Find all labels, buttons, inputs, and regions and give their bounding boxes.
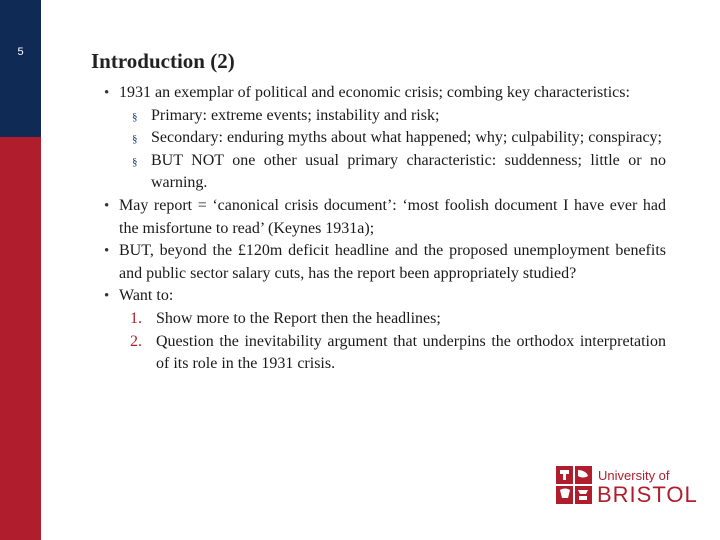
bullet-marker: • [104,85,110,101]
bullet-text: Want to: [119,287,174,305]
bullet-text: BUT, beyond the £120m deficit headline and the proposed unemployment benefits and public sector salary cuts, has the report been appropriately studied? [119,242,666,282]
numbered-item [100,331,666,376]
number-marker: 2. [130,332,142,350]
sidebar-navy-block [0,0,41,137]
sub-bullet-item [100,127,666,150]
bullet-marker: • [104,197,110,214]
sub-bullet-text: BUT NOT one other usual primary characteristic: suddenness; little or no warning. [151,151,666,192]
crest-icon [556,466,592,504]
bullet-text: 1931 an exemplar of political and economic crisis; combing key characteristics: [119,84,630,101]
numbered-item [100,308,666,331]
sub-bullet-text: Secondary: enduring myths about what happened; why; culpability; conspiracy; [151,129,662,147]
section-marker: § [132,110,138,123]
bullet-item [100,240,666,285]
sub-bullet-item [100,150,666,195]
slide-body [100,82,666,376]
bullet-item [100,82,666,105]
sub-bullet-item [100,105,666,128]
logo-text-bristol: BRISTOL [597,482,698,507]
bullet-marker: • [104,288,110,305]
bullet-text: May report = ‘canonical crisis document’: ‘most foolish document I have ever had the misfortune to read’ (Keynes 1931a); [119,196,666,237]
number-marker: 1. [130,309,142,327]
left-sidebar-bar [0,0,41,540]
slide-number: 5 [17,46,24,58]
numbered-text: Question the inevitability argument that underpins the orthodox interpretation of its role in the 1931 crisis. [156,332,666,373]
university-of-bristol-logo [556,466,698,507]
section-marker: § [132,133,138,146]
numbered-text: Show more to the Report then the headlines; [156,309,441,327]
logo-text-university: University of [598,468,670,483]
sub-bullet-text: Primary: extreme events; instability and risk; [151,106,440,124]
bullet-marker: • [104,243,110,260]
bullet-item [100,195,666,240]
bullet-item [100,285,666,308]
section-marker: § [132,155,138,168]
slide-title: Introduction (2) [91,49,235,73]
